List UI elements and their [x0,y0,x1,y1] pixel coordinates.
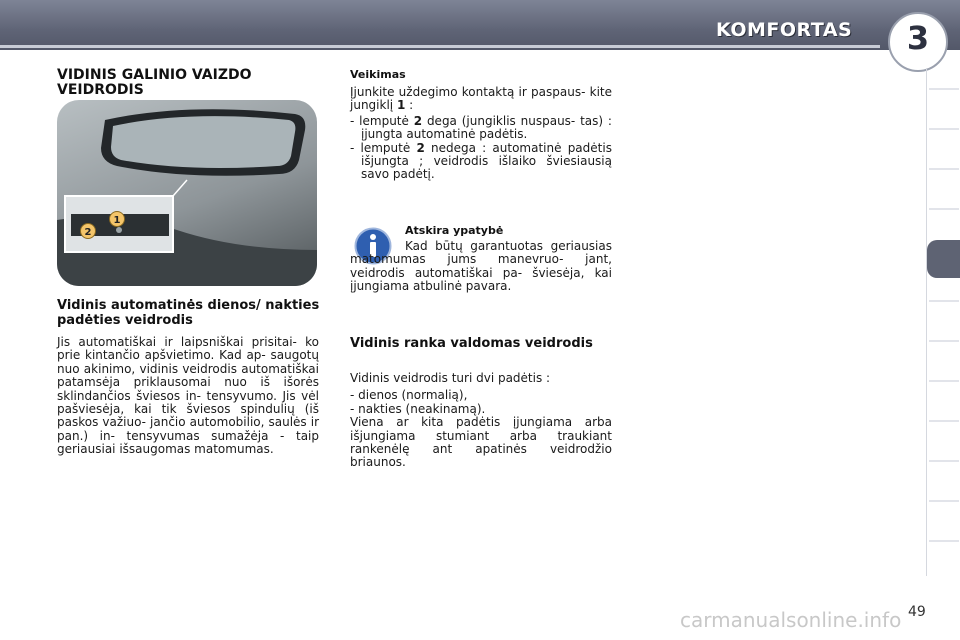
chapter-tab[interactable] [929,380,959,382]
lamp-off-label: - lemputė [350,140,411,155]
chapter-tab[interactable] [929,88,959,90]
chapter-tab[interactable] [929,168,959,170]
note-title: Atskira ypatybė [405,224,504,237]
operation-text [350,86,612,182]
chapter-tabs [926,68,960,576]
lamp-off-text: nedega : automatinė padėtis išjungta ; veidrodis išlaiko šviesiausią savo padėtį. [361,140,612,182]
mirror-photo [57,100,317,286]
note-text [350,240,612,294]
manual-mirror-text [350,372,612,470]
chapter-tab[interactable] [929,460,959,462]
operation-intro: Įjunkite uždegimo kontaktą ir paspaus- kite jungiklį [350,85,612,113]
operation-colon: : [409,98,414,113]
lamp-on-text: dega (jungiklis nuspaus- tas) : įjungta automatinė padėtis. [361,113,612,142]
header-divider [0,45,880,48]
lamp-number: 2 [416,140,425,155]
subsection-title-manual: Vidinis ranka valdomas veidrodis [350,336,593,351]
watermark: carmanualsonline.info [680,608,902,632]
auto-mirror-text: Jis automatiškai ir laipsniškai prisitai- ko prie kintančio apšvietimo. Kad ap- saugotų nuo akinimo, vidinis veidrodis automatiškai patamsėja priklausomai nuo iš išorės sklindančios šviesos in- tensyvumo. Jis vėl pašviesėja, kai tik šviesos spindulių (iš paskos važiuo- jančio automobilio, saulės ir pan.) in- tensyvumas sumažėja - taip geriausiai išsaugomas matomumas. [57,335,319,457]
note-body: Kad būtų garantuotas geriausias matomumas jums manevruo- jant, veidrodis automatiškai pa- šviesėja, kai įjungiama atbulinė pavara. [350,239,612,294]
lamp-number: 2 [413,113,423,128]
mirror-illustration [57,100,317,286]
chapter-tab[interactable] [929,500,959,502]
operation-title: Veikimas [350,68,406,81]
lamp-on-label: - lemputė [350,113,409,128]
manual-body: Viena ar kita padėtis įjungiama arba išjungiama stumiant arba traukiant rankenėlę ant apatinės veidrodžio briaunos. [350,415,612,470]
page-number: 49 [908,604,926,620]
subsection-title-auto: Vidinis automatinės dienos/ nakties padėties veidrodis [57,298,320,328]
chapter-tab[interactable] [929,340,959,342]
chapter-tab[interactable] [929,300,959,302]
photo-label-1: 1 [113,215,121,226]
chapter-badge [888,12,948,72]
chapter-number: 3 [906,19,930,57]
chapter-tab[interactable] [929,208,959,210]
chapter-tab[interactable] [929,128,959,130]
manual-item-day: - dienos (normalią), [350,388,468,403]
photo-label-2: 2 [84,227,92,238]
chapter-tab-active[interactable] [927,240,960,278]
switch-number: 1 [396,98,406,113]
chapter-tab[interactable] [929,420,959,422]
manual-intro: Vidinis veidrodis turi dvi padėtis : [350,371,551,385]
chapter-tab[interactable] [929,540,959,542]
chapter-title: KOMFORTAS [716,19,853,41]
section-title: VIDINIS GALINIO VAIZDO VEIDRODIS [57,67,252,98]
manual-item-night: - nakties (neakinamą). [350,401,486,416]
